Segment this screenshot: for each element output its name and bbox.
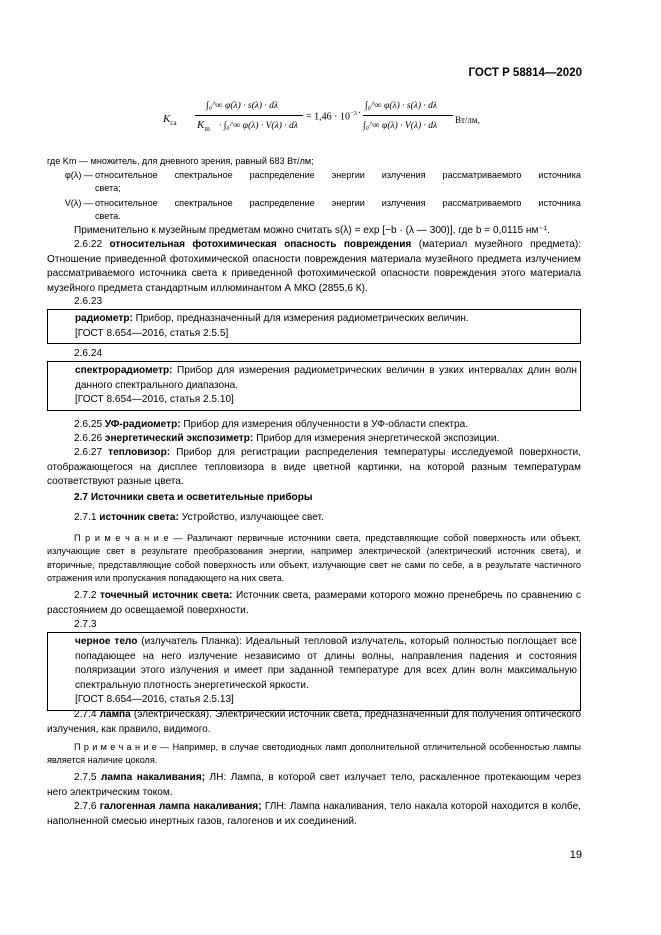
formula-numerator-2: ∫₀^∞ φ(λ) · s(λ) · dλ — [365, 101, 438, 111]
item-2-6-23-box: радиометр: Прибор, предназначенный для измерения радиометрических величин. [ГОСТ 8.654—2016, статья 2.5.5] — [47, 309, 581, 344]
phi-text-1: относительное спектральное распределение энергии излучения рассматриваемого источника — [95, 170, 581, 180]
item-2-6-24-number: 2.6.24 — [74, 348, 103, 359]
formula-dot: · — [358, 108, 362, 119]
formula-km: $K_m$ — [197, 119, 210, 134]
item-2-6-27: 2.6.27 тепловизор: Прибор для регистрации распределения температуры исследуемой поверхности, отображающегося на дисплее тепловизора в виде цветной картинки, на которой разным температурам соответствуют разные цвета. — [47, 447, 581, 488]
item-2-7-3-box: черное тело (излучатель Планка): Идеальный тепловой излучатель, который полностью поглощает все попадающее на него излучение независимо от длины волны, направления падения и состояния поляризации этого излучения и имеет при заданной температуре для всех длин волн максимальную спектральную плотность энергетической яркости. [ГОСТ 8.654—2016, статья 2.5.13] — [47, 632, 581, 711]
fraction-line-1 — [195, 115, 303, 116]
v-text-1: относительное спектральное распределение энергии излучения рассматриваемого источника — [95, 198, 581, 208]
fraction-line-2 — [363, 115, 453, 116]
note-1: П р и м е ч а н и е — Различают первичные источники света, представляющие собой поверхность или объект, излучающие свет в результате преобразования энергии, например электрической (электрический источник света), и вторичные, представляющие собой поверхность или объект, излучающие свет не сами по себе, а в результате частичного отражения или пропускания попадающего на них света. — [47, 533, 582, 584]
formula-coef: = $1,46 \cdot 10^{-3}$ — [306, 110, 357, 123]
item-2-7-3-number: 2.7.3 — [74, 619, 97, 630]
item-2-7-6: 2.7.6 галогенная лампа накаливания; ГЛН: Лампа накаливания, тело накала которой находится в колбе, наполненной смесью инертных газов, галогенов и их соединений. — [47, 801, 581, 827]
formula-numerator-1: ∫₀^∞ φ(λ) · s(λ) · dλ — [206, 101, 279, 111]
formula — [163, 97, 493, 143]
standard-number: ГОСТ Р 58814—2020 — [468, 67, 582, 79]
item-2-7-5: 2.7.5 лампа накаливания; ЛН: Лампа, в которой свет излучает тело, раскаленное протекающим через него электрическим током. — [47, 772, 581, 798]
formula-denominator-1: · ∫₀^∞ φ(λ) · V(λ) · dλ — [219, 121, 298, 131]
formula-denominator-2: ∫₀^∞ φ(λ) · V(λ) · dλ — [363, 121, 438, 131]
item-2-7-2: 2.7.2 точечный источник света: Источник света, размерами которого можно пренебречь по сравнению с расстоянием до освещаемой поверхности. — [47, 590, 582, 616]
page-number: 19 — [569, 849, 582, 861]
formula-lhs: $K_{ca}$ — [163, 113, 177, 128]
where-km: где Km — множитель, для дневного зрения, равный 683 Вт/лм; — [47, 156, 314, 166]
item-2-6-23-number: 2.6.23 — [74, 296, 103, 307]
item-2-6-24-box: спектрорадиометр: Прибор для измерения радиометрических величин в узких интервалах длин волн данного спектрального диапазона. [ГОСТ 8.654—2016, статья 2.5.10] — [47, 361, 581, 411]
item-2-7-4: 2.7.4 лампа (электрическая). Электрический источник света, предназначенный для получения оптического излучения, как правило, видимого. — [47, 709, 581, 735]
phi-text-2: света; — [95, 183, 121, 193]
museum-paragraph: Применительно к музейным предметам можно считать s(λ) = exp [−b · (λ — 300)], где b = 0,0115 нм⁻¹. — [74, 225, 550, 236]
phi-label: φ(λ) — — [64, 170, 93, 180]
formula-unit: Вт/лм, — [455, 115, 480, 125]
item-2-7-1: 2.7.1 источник света: Устройство, излучающее свет. — [74, 512, 324, 523]
v-label: V(λ) — — [64, 198, 93, 208]
note-2: П р и м е ч а н и е — Например, в случае светодиодных ламп дополнительной отличительной особенностью лампы является наличие цоколя. — [47, 742, 581, 766]
item-2-6-26: 2.6.26 энергетический экспозиметр: Прибор для измерения энергетической экспозиции. — [74, 433, 500, 444]
item-2-6-25: 2.6.25 УФ-радиометр: Прибор для измерения облученности в УФ-области спектра. — [74, 419, 469, 430]
section-2-7-title: 2.7 Источники света и осветительные приборы — [74, 492, 313, 503]
v-text-2: света. — [95, 211, 121, 221]
item-2-6-22: 2.6.22 относительная фотохимическая опасность повреждения (материал музейного предмета): Отношение приведенной фотохимической опасности повреждения материала музейного предмета излучением рассматриваемого источника света к приведенной фотохимической опасности повреждения этого материала музейного предмета стандартным иллюминантом А МКО (2855,6 К). — [47, 239, 581, 294]
